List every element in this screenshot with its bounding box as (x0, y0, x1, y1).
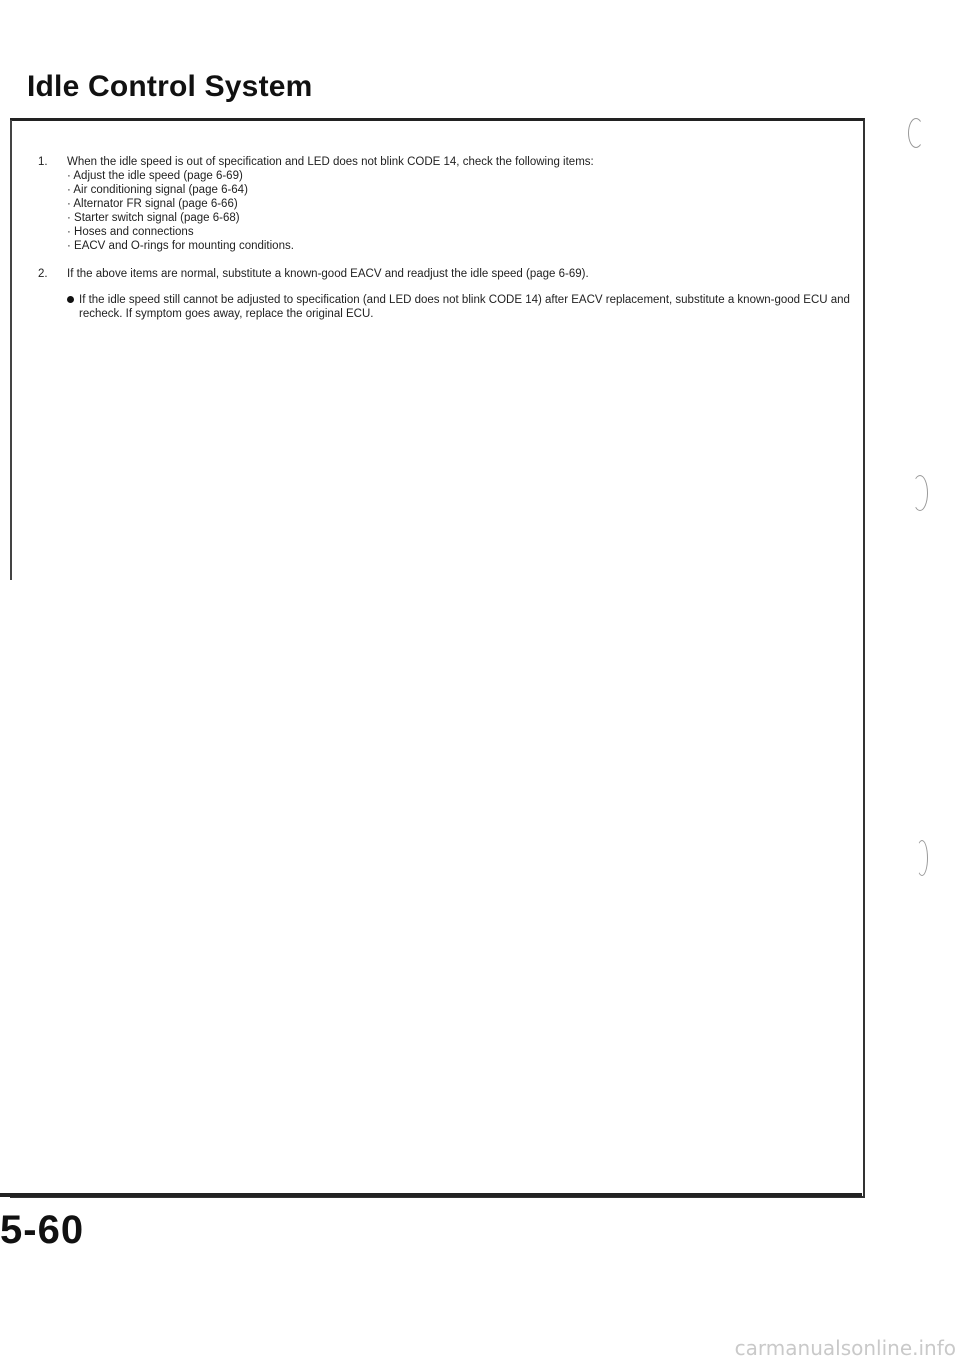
binder-hole-mark-icon (908, 118, 924, 148)
step-1 (38, 155, 853, 253)
step-2-number: 2. (38, 268, 48, 280)
watermark: carmanualsonline.info (734, 1336, 956, 1360)
frame-bottom-rule (0, 1193, 862, 1197)
check-item: · Air conditioning signal (page 6-64) (67, 183, 853, 197)
ecu-note (38, 293, 853, 321)
step-1-intro: When the idle speed is out of specification and LED does not blink CODE 14, check the following items: (67, 156, 594, 168)
frame-left-rule (10, 120, 12, 580)
page-number: 5-60 (0, 1208, 85, 1252)
step-2-text: If the above items are normal, substitute a known-good EACV and readjust the idle speed (page 6-69). (67, 268, 589, 280)
check-item: · EACV and O-rings for mounting conditions. (67, 239, 853, 253)
step-2 (38, 267, 853, 281)
check-item: · Adjust the idle speed (page 6-69) (67, 169, 853, 183)
binder-hole-mark-icon (916, 840, 928, 876)
check-item: · Hoses and connections (67, 225, 853, 239)
note-text: If the idle speed still cannot be adjusted to specification (and LED does not blink CODE 14) after EACV replacement, substitute a known-good ECU and recheck. If symptom goes away, replace the original ECU. (79, 294, 850, 320)
check-item: · Alternator FR signal (page 6-66) (67, 197, 853, 211)
check-items-list (67, 169, 853, 253)
note-bullet-icon (67, 296, 74, 303)
check-item: · Starter switch signal (page 6-68) (67, 211, 853, 225)
procedure (38, 155, 853, 321)
page-title: Idle Control System (27, 70, 313, 103)
binder-hole-mark-icon (912, 475, 928, 511)
step-1-number: 1. (38, 156, 48, 168)
